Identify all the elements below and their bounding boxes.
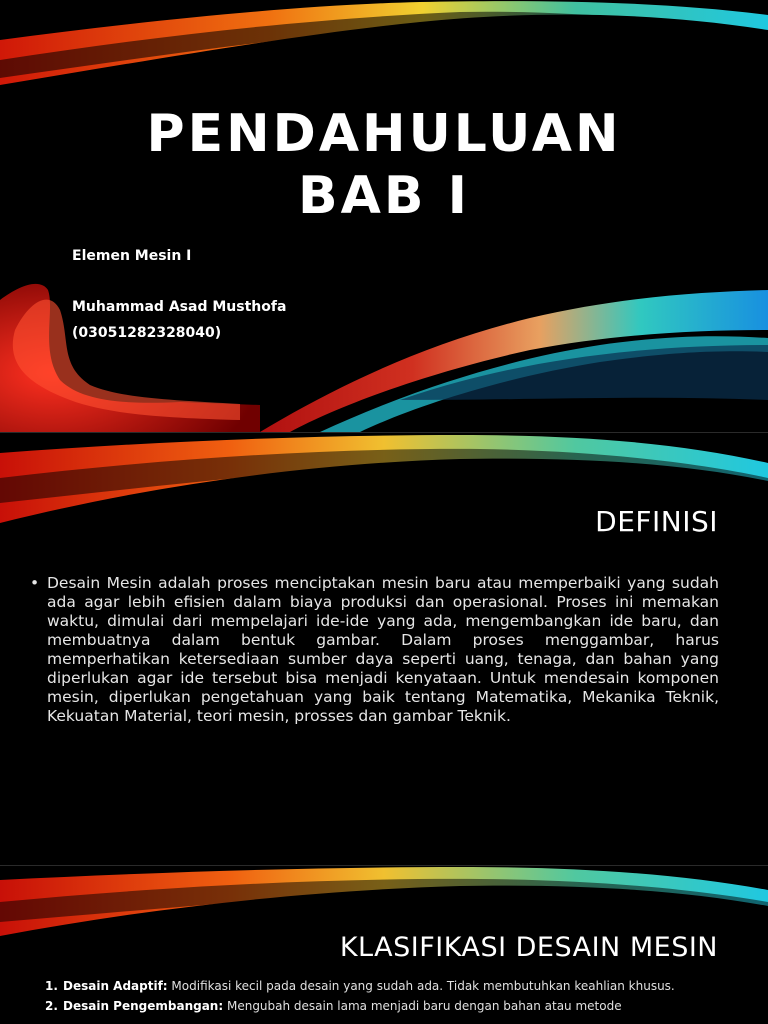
section-heading: DEFINISI xyxy=(595,505,718,538)
item-term: Desain Adaptif: xyxy=(63,979,168,993)
title-line-2: BAB I xyxy=(298,166,470,226)
author-name: Muhammad Asad Musthofa xyxy=(72,299,287,315)
bullet-icon: • xyxy=(30,574,40,592)
item-text: Modifikasi kecil pada desain yang sudah ada. Tidak membutuhkan keahlian khusus. xyxy=(167,979,675,993)
title-line-1: PENDAHULUAN xyxy=(146,104,622,164)
classification-slide xyxy=(0,866,768,1024)
classification-list xyxy=(45,980,719,1020)
list-item xyxy=(45,980,719,992)
item-term: Desain Pengembangan: xyxy=(63,999,224,1013)
item-text: Mengubah desain lama menjadi baru dengan bahan atau metode xyxy=(223,999,622,1013)
definition-text: Desain Mesin adalah proses menciptakan mesin baru atau memperbaiki yang sudah ada agar lebih efisien dalam biaya produksi dan operasional. Proses ini memakan waktu, dimulai dari mempelajari ide-ide yang ada, mengembangkan ide baru, dan membuatnya dalam bentuk gambar. Dalam proses menggambar, harus memperhatikan ketersediaan sumber daya seperti uang, tenaga, dan bahan yang diperlukan agar ide tersebut bisa menjadi kenyataan. Untuk mendesain komponen mesin, diperlukan pengetahuan yang baik tentang Matematika, Mekanika Teknik, Kekuatan Material, teori mesin, prosses dan gambar Teknik. xyxy=(47,574,719,725)
item-number: 2. xyxy=(45,999,58,1013)
author-id: (03051282328040) xyxy=(72,325,222,341)
section-heading: KLASIFIKASI DESAIN MESIN xyxy=(339,932,718,963)
slide-title xyxy=(0,103,768,227)
list-item xyxy=(45,1000,719,1012)
definition-paragraph xyxy=(30,574,719,726)
definition-slide xyxy=(0,433,768,865)
title-slide xyxy=(0,0,768,432)
item-number: 1. xyxy=(45,979,58,993)
course-name: Elemen Mesin I xyxy=(72,248,192,264)
